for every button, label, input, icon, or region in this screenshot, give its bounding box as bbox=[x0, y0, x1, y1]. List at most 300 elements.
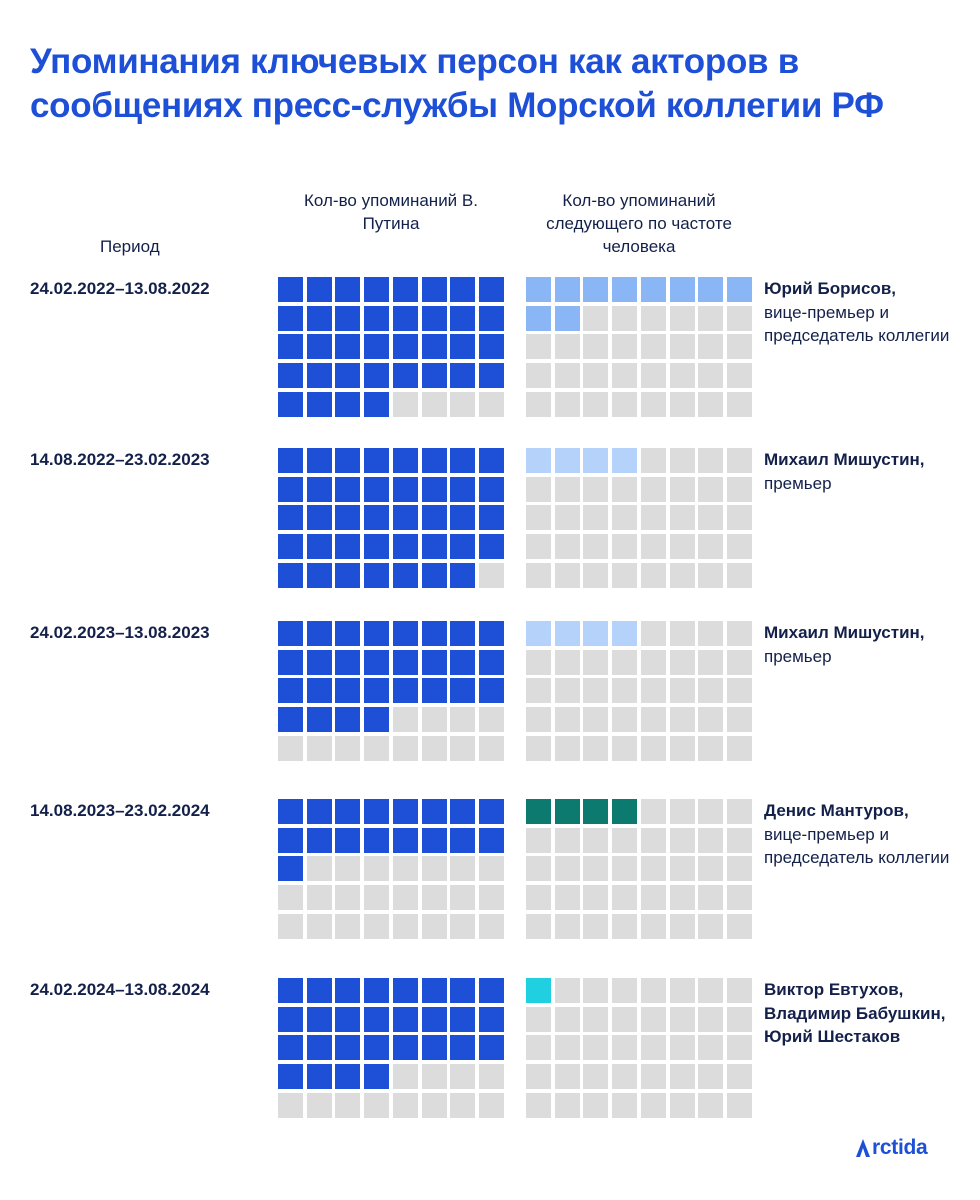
empty-cell bbox=[450, 914, 475, 939]
empty-cell bbox=[670, 621, 695, 646]
putin-filled-cell bbox=[364, 477, 389, 502]
putin-filled-cell bbox=[450, 678, 475, 703]
empty-cell bbox=[307, 856, 332, 881]
other-waffle bbox=[526, 448, 752, 588]
empty-cell bbox=[670, 392, 695, 417]
other-filled-cell bbox=[526, 799, 551, 824]
empty-cell bbox=[479, 707, 504, 732]
empty-cell bbox=[698, 856, 723, 881]
putin-filled-cell bbox=[422, 621, 447, 646]
empty-cell bbox=[526, 828, 551, 853]
putin-filled-cell bbox=[364, 306, 389, 331]
putin-filled-cell bbox=[422, 448, 447, 473]
empty-cell bbox=[641, 505, 666, 530]
logo-text: rctida bbox=[872, 1136, 928, 1159]
empty-cell bbox=[583, 1064, 608, 1089]
empty-cell bbox=[727, 1093, 752, 1118]
empty-cell bbox=[612, 978, 637, 1003]
putin-filled-cell bbox=[479, 306, 504, 331]
putin-filled-cell bbox=[307, 277, 332, 302]
empty-cell bbox=[670, 1093, 695, 1118]
putin-filled-cell bbox=[393, 563, 418, 588]
putin-filled-cell bbox=[335, 477, 360, 502]
empty-cell bbox=[526, 477, 551, 502]
empty-cell bbox=[479, 736, 504, 761]
other-filled-cell bbox=[526, 448, 551, 473]
person-name: Денис Мантуров, bbox=[764, 801, 909, 820]
empty-cell bbox=[727, 799, 752, 824]
other-filled-cell bbox=[670, 277, 695, 302]
putin-filled-cell bbox=[307, 306, 332, 331]
empty-cell bbox=[393, 707, 418, 732]
person-role: вице-премьер и председатель коллегии bbox=[764, 302, 950, 345]
empty-cell bbox=[641, 1064, 666, 1089]
putin-filled-cell bbox=[393, 363, 418, 388]
putin-filled-cell bbox=[393, 1007, 418, 1032]
empty-cell bbox=[612, 505, 637, 530]
putin-filled-cell bbox=[335, 707, 360, 732]
putin-filled-cell bbox=[278, 477, 303, 502]
putin-filled-cell bbox=[364, 505, 389, 530]
empty-cell bbox=[612, 678, 637, 703]
other-filled-cell bbox=[526, 621, 551, 646]
empty-cell bbox=[698, 448, 723, 473]
empty-cell bbox=[583, 477, 608, 502]
empty-cell bbox=[335, 736, 360, 761]
empty-cell bbox=[641, 621, 666, 646]
empty-cell bbox=[670, 306, 695, 331]
putin-filled-cell bbox=[278, 650, 303, 675]
putin-filled-cell bbox=[307, 707, 332, 732]
empty-cell bbox=[393, 914, 418, 939]
putin-filled-cell bbox=[450, 277, 475, 302]
empty-cell bbox=[555, 885, 580, 910]
row bbox=[0, 799, 980, 949]
putin-filled-cell bbox=[335, 392, 360, 417]
empty-cell bbox=[727, 563, 752, 588]
empty-cell bbox=[698, 334, 723, 359]
putin-filled-cell bbox=[335, 978, 360, 1003]
putin-filled-cell bbox=[450, 563, 475, 588]
period-label: 14.08.2022–23.02.2023 bbox=[30, 450, 210, 469]
putin-filled-cell bbox=[307, 1007, 332, 1032]
empty-cell bbox=[670, 678, 695, 703]
putin-filled-cell bbox=[450, 621, 475, 646]
putin-filled-cell bbox=[479, 621, 504, 646]
other-filled-cell bbox=[583, 621, 608, 646]
empty-cell bbox=[698, 477, 723, 502]
empty-cell bbox=[670, 799, 695, 824]
person-name: Юрий Борисов, bbox=[764, 279, 896, 298]
empty-cell bbox=[727, 505, 752, 530]
putin-filled-cell bbox=[450, 334, 475, 359]
empty-cell bbox=[555, 828, 580, 853]
empty-cell bbox=[555, 534, 580, 559]
empty-cell bbox=[641, 477, 666, 502]
empty-cell bbox=[641, 678, 666, 703]
empty-cell bbox=[670, 707, 695, 732]
empty-cell bbox=[479, 392, 504, 417]
putin-filled-cell bbox=[422, 363, 447, 388]
putin-filled-cell bbox=[393, 277, 418, 302]
empty-cell bbox=[670, 477, 695, 502]
empty-cell bbox=[727, 650, 752, 675]
empty-cell bbox=[583, 707, 608, 732]
empty-cell bbox=[278, 885, 303, 910]
putin-filled-cell bbox=[307, 505, 332, 530]
putin-filled-cell bbox=[364, 334, 389, 359]
person-label bbox=[764, 621, 974, 668]
empty-cell bbox=[583, 306, 608, 331]
putin-filled-cell bbox=[364, 707, 389, 732]
empty-cell bbox=[583, 914, 608, 939]
putin-filled-cell bbox=[278, 363, 303, 388]
putin-filled-cell bbox=[335, 448, 360, 473]
empty-cell bbox=[526, 914, 551, 939]
putin-filled-cell bbox=[335, 1007, 360, 1032]
empty-cell bbox=[641, 799, 666, 824]
empty-cell bbox=[670, 736, 695, 761]
putin-filled-cell bbox=[450, 477, 475, 502]
empty-cell bbox=[727, 885, 752, 910]
empty-cell bbox=[698, 1093, 723, 1118]
empty-cell bbox=[526, 505, 551, 530]
empty-cell bbox=[727, 477, 752, 502]
arctida-logo bbox=[855, 1136, 927, 1160]
empty-cell bbox=[526, 885, 551, 910]
empty-cell bbox=[612, 1093, 637, 1118]
row bbox=[0, 978, 980, 1128]
putin-waffle bbox=[278, 621, 504, 761]
putin-filled-cell bbox=[393, 334, 418, 359]
empty-cell bbox=[698, 363, 723, 388]
putin-filled-cell bbox=[335, 828, 360, 853]
person-role: вице-премьер и председатель коллегии bbox=[764, 824, 950, 867]
putin-filled-cell bbox=[335, 1035, 360, 1060]
putin-waffle bbox=[278, 277, 504, 417]
empty-cell bbox=[670, 1007, 695, 1032]
empty-cell bbox=[727, 978, 752, 1003]
empty-cell bbox=[422, 856, 447, 881]
empty-cell bbox=[727, 1035, 752, 1060]
empty-cell bbox=[698, 1007, 723, 1032]
empty-cell bbox=[278, 736, 303, 761]
putin-filled-cell bbox=[393, 1035, 418, 1060]
putin-filled-cell bbox=[422, 306, 447, 331]
empty-cell bbox=[698, 885, 723, 910]
empty-cell bbox=[307, 736, 332, 761]
empty-cell bbox=[335, 1093, 360, 1118]
empty-cell bbox=[555, 1064, 580, 1089]
empty-cell bbox=[641, 736, 666, 761]
putin-filled-cell bbox=[422, 563, 447, 588]
empty-cell bbox=[526, 363, 551, 388]
empty-cell bbox=[698, 978, 723, 1003]
empty-cell bbox=[641, 856, 666, 881]
empty-cell bbox=[670, 914, 695, 939]
empty-cell bbox=[727, 678, 752, 703]
empty-cell bbox=[555, 707, 580, 732]
putin-filled-cell bbox=[422, 334, 447, 359]
putin-filled-cell bbox=[422, 1035, 447, 1060]
empty-cell bbox=[698, 736, 723, 761]
empty-cell bbox=[612, 1035, 637, 1060]
putin-filled-cell bbox=[393, 678, 418, 703]
empty-cell bbox=[670, 1035, 695, 1060]
empty-cell bbox=[450, 856, 475, 881]
empty-cell bbox=[670, 828, 695, 853]
empty-cell bbox=[612, 828, 637, 853]
empty-cell bbox=[583, 334, 608, 359]
putin-filled-cell bbox=[364, 563, 389, 588]
empty-cell bbox=[526, 678, 551, 703]
empty-cell bbox=[555, 1035, 580, 1060]
empty-cell bbox=[364, 856, 389, 881]
empty-cell bbox=[670, 334, 695, 359]
empty-cell bbox=[526, 563, 551, 588]
putin-filled-cell bbox=[479, 799, 504, 824]
other-waffle bbox=[526, 621, 752, 761]
empty-cell bbox=[555, 678, 580, 703]
putin-filled-cell bbox=[278, 707, 303, 732]
empty-cell bbox=[583, 392, 608, 417]
putin-filled-cell bbox=[307, 978, 332, 1003]
empty-cell bbox=[698, 799, 723, 824]
empty-cell bbox=[479, 1093, 504, 1118]
person-label bbox=[764, 277, 974, 348]
putin-filled-cell bbox=[335, 650, 360, 675]
putin-filled-cell bbox=[364, 1035, 389, 1060]
putin-filled-cell bbox=[278, 856, 303, 881]
other-filled-cell bbox=[555, 277, 580, 302]
empty-cell bbox=[727, 534, 752, 559]
putin-filled-cell bbox=[364, 1064, 389, 1089]
empty-cell bbox=[612, 534, 637, 559]
putin-filled-cell bbox=[335, 505, 360, 530]
empty-cell bbox=[698, 306, 723, 331]
empty-cell bbox=[450, 392, 475, 417]
empty-cell bbox=[555, 856, 580, 881]
empty-cell bbox=[555, 650, 580, 675]
putin-filled-cell bbox=[278, 1064, 303, 1089]
putin-filled-cell bbox=[422, 1007, 447, 1032]
empty-cell bbox=[698, 392, 723, 417]
putin-filled-cell bbox=[450, 828, 475, 853]
empty-cell bbox=[612, 885, 637, 910]
other-filled-cell bbox=[555, 306, 580, 331]
other-filled-cell bbox=[641, 277, 666, 302]
empty-cell bbox=[479, 563, 504, 588]
putin-filled-cell bbox=[278, 505, 303, 530]
empty-cell bbox=[612, 477, 637, 502]
empty-cell bbox=[641, 1035, 666, 1060]
other-filled-cell bbox=[612, 799, 637, 824]
empty-cell bbox=[698, 828, 723, 853]
empty-cell bbox=[555, 736, 580, 761]
putin-filled-cell bbox=[479, 334, 504, 359]
empty-cell bbox=[479, 914, 504, 939]
putin-filled-cell bbox=[479, 505, 504, 530]
period-label: 24.02.2022–13.08.2022 bbox=[30, 279, 210, 298]
empty-cell bbox=[583, 828, 608, 853]
empty-cell bbox=[670, 505, 695, 530]
empty-cell bbox=[583, 1035, 608, 1060]
empty-cell bbox=[583, 1093, 608, 1118]
empty-cell bbox=[555, 363, 580, 388]
empty-cell bbox=[727, 334, 752, 359]
empty-cell bbox=[364, 885, 389, 910]
putin-filled-cell bbox=[422, 828, 447, 853]
empty-cell bbox=[670, 885, 695, 910]
empty-cell bbox=[612, 306, 637, 331]
empty-cell bbox=[393, 856, 418, 881]
empty-cell bbox=[555, 1093, 580, 1118]
other-waffle bbox=[526, 799, 752, 939]
other-filled-cell bbox=[583, 448, 608, 473]
putin-filled-cell bbox=[307, 799, 332, 824]
empty-cell bbox=[612, 650, 637, 675]
empty-cell bbox=[479, 885, 504, 910]
putin-filled-cell bbox=[364, 448, 389, 473]
other-filled-cell bbox=[526, 306, 551, 331]
other-waffle bbox=[526, 277, 752, 417]
empty-cell bbox=[526, 1007, 551, 1032]
putin-filled-cell bbox=[307, 392, 332, 417]
empty-cell bbox=[583, 650, 608, 675]
empty-cell bbox=[555, 477, 580, 502]
empty-cell bbox=[641, 534, 666, 559]
empty-cell bbox=[727, 707, 752, 732]
putin-filled-cell bbox=[278, 828, 303, 853]
empty-cell bbox=[583, 856, 608, 881]
person-label bbox=[764, 978, 974, 1049]
empty-cell bbox=[422, 885, 447, 910]
putin-filled-cell bbox=[422, 277, 447, 302]
empty-cell bbox=[698, 1035, 723, 1060]
empty-cell bbox=[583, 563, 608, 588]
putin-filled-cell bbox=[422, 978, 447, 1003]
empty-cell bbox=[698, 678, 723, 703]
empty-cell bbox=[526, 650, 551, 675]
empty-cell bbox=[555, 505, 580, 530]
empty-cell bbox=[641, 828, 666, 853]
putin-filled-cell bbox=[364, 678, 389, 703]
empty-cell bbox=[670, 856, 695, 881]
empty-cell bbox=[641, 563, 666, 588]
empty-cell bbox=[641, 978, 666, 1003]
other-filled-cell bbox=[555, 448, 580, 473]
empty-cell bbox=[641, 334, 666, 359]
empty-cell bbox=[278, 914, 303, 939]
putin-filled-cell bbox=[450, 306, 475, 331]
empty-cell bbox=[278, 1093, 303, 1118]
empty-cell bbox=[698, 914, 723, 939]
empty-cell bbox=[526, 856, 551, 881]
empty-cell bbox=[307, 1093, 332, 1118]
empty-cell bbox=[364, 1093, 389, 1118]
putin-filled-cell bbox=[479, 534, 504, 559]
empty-cell bbox=[393, 1093, 418, 1118]
putin-filled-cell bbox=[278, 1007, 303, 1032]
putin-filled-cell bbox=[422, 477, 447, 502]
empty-cell bbox=[698, 707, 723, 732]
putin-filled-cell bbox=[364, 621, 389, 646]
person-name: Виктор Евтухов, Владимир Бабушкин, Юрий Шестаков bbox=[764, 980, 946, 1046]
empty-cell bbox=[698, 1064, 723, 1089]
empty-cell bbox=[335, 914, 360, 939]
empty-cell bbox=[450, 1064, 475, 1089]
putin-filled-cell bbox=[479, 448, 504, 473]
other-waffle bbox=[526, 978, 752, 1118]
putin-filled-cell bbox=[393, 621, 418, 646]
putin-waffle bbox=[278, 448, 504, 588]
other-filled-cell bbox=[526, 978, 551, 1003]
putin-filled-cell bbox=[278, 534, 303, 559]
empty-cell bbox=[583, 736, 608, 761]
putin-filled-cell bbox=[450, 505, 475, 530]
putin-filled-cell bbox=[307, 477, 332, 502]
arctida-logo-icon bbox=[855, 1138, 871, 1158]
putin-filled-cell bbox=[479, 1007, 504, 1032]
empty-cell bbox=[450, 1093, 475, 1118]
other-filled-cell bbox=[727, 277, 752, 302]
putin-filled-cell bbox=[278, 334, 303, 359]
empty-cell bbox=[698, 650, 723, 675]
empty-cell bbox=[526, 1035, 551, 1060]
empty-cell bbox=[526, 392, 551, 417]
putin-filled-cell bbox=[450, 650, 475, 675]
empty-cell bbox=[526, 707, 551, 732]
putin-filled-cell bbox=[479, 477, 504, 502]
empty-cell bbox=[526, 334, 551, 359]
empty-cell bbox=[555, 978, 580, 1003]
putin-filled-cell bbox=[278, 306, 303, 331]
putin-filled-cell bbox=[422, 650, 447, 675]
empty-cell bbox=[364, 736, 389, 761]
putin-filled-cell bbox=[450, 978, 475, 1003]
other-filled-cell bbox=[555, 799, 580, 824]
header-period: Период bbox=[100, 237, 160, 256]
empty-cell bbox=[727, 448, 752, 473]
putin-filled-cell bbox=[335, 678, 360, 703]
person-label bbox=[764, 799, 974, 870]
putin-filled-cell bbox=[335, 799, 360, 824]
empty-cell bbox=[641, 363, 666, 388]
putin-filled-cell bbox=[450, 363, 475, 388]
empty-cell bbox=[422, 392, 447, 417]
putin-filled-cell bbox=[278, 978, 303, 1003]
empty-cell bbox=[612, 1064, 637, 1089]
empty-cell bbox=[727, 828, 752, 853]
empty-cell bbox=[450, 707, 475, 732]
putin-filled-cell bbox=[422, 534, 447, 559]
empty-cell bbox=[555, 334, 580, 359]
putin-filled-cell bbox=[335, 334, 360, 359]
period-label: 14.08.2023–23.02.2024 bbox=[30, 801, 210, 820]
empty-cell bbox=[583, 978, 608, 1003]
putin-filled-cell bbox=[393, 650, 418, 675]
empty-cell bbox=[526, 1064, 551, 1089]
putin-filled-cell bbox=[422, 678, 447, 703]
empty-cell bbox=[670, 448, 695, 473]
putin-filled-cell bbox=[335, 534, 360, 559]
header-putin: Кол-во упоминаний В. Путина bbox=[304, 191, 478, 233]
putin-filled-cell bbox=[393, 505, 418, 530]
putin-filled-cell bbox=[479, 1035, 504, 1060]
putin-filled-cell bbox=[364, 1007, 389, 1032]
putin-filled-cell bbox=[307, 621, 332, 646]
empty-cell bbox=[698, 563, 723, 588]
